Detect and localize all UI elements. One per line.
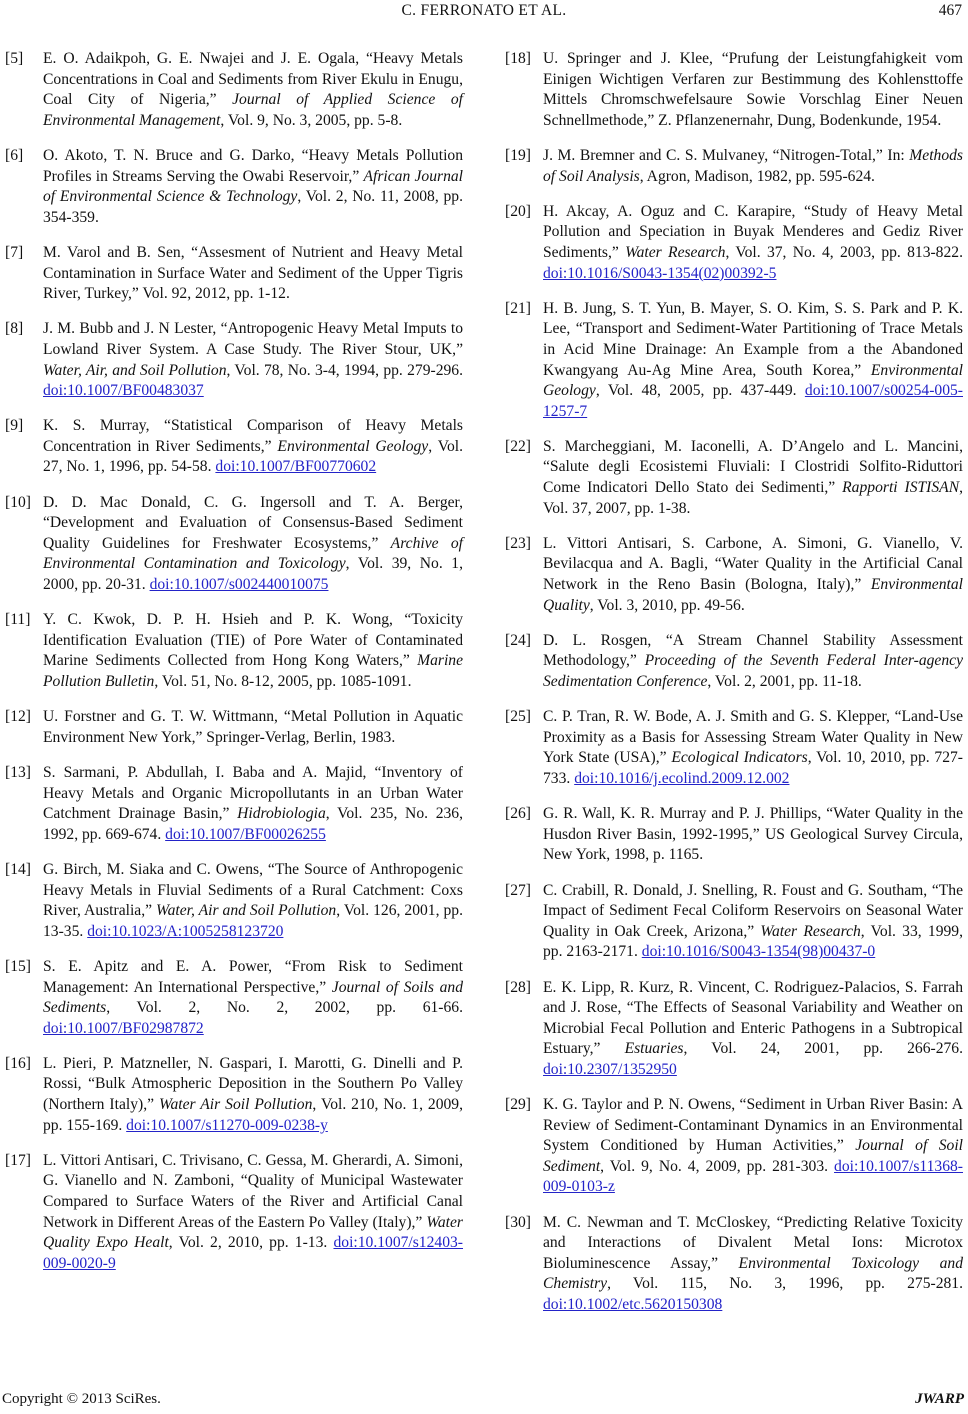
reference-text: G. R. Wall, K. R. Murray and P. J. Phillips, “Water Quality in the Husdon River Basin, 1992-1995,” US Geological Survey Circula, New York, 1998, p. 1165. [543, 805, 963, 864]
reference-number: [22] [505, 437, 531, 455]
reference-details: , Vol. 24, 2001, pp. 266-276. [683, 1040, 963, 1058]
reference-text: J. M. Bremner and C. S. Mulvaney, “Nitrogen-Total,” In: [543, 146, 910, 164]
reference-source: Water Research [760, 922, 861, 940]
reference-details: , Vol. 2, 2010, pp. 1-13. [168, 1234, 334, 1252]
footer-copyright: Copyright © 2013 SciRes. [2, 1391, 161, 1407]
reference-source: Water, Air, and Soil Pollution [43, 361, 227, 379]
reference-number: [17] [5, 1151, 31, 1169]
reference-text: G. Birch, M. Siaka and C. Owens, “The Source of Anthropogenic Heavy Metals in Fluvial Sediments of a Rural Catchment: Coxs River, Australia,” [43, 860, 463, 920]
reference-entry [5, 610, 463, 692]
reference-number: [11] [5, 611, 31, 629]
doi-link[interactable]: doi:10.1016/S0043-1354(02)00392-5 [543, 264, 777, 282]
reference-text: D. D. Mac Donald, C. G. Ingersoll and T. A. Berger, “Development and Evaluation of Consensus-Based Sediment Quality Guidelines for Freshwater Ecosystems,” [43, 493, 463, 552]
reference-entry [505, 804, 963, 866]
reference-column-right [505, 49, 963, 1330]
reference-text: D. L. Rosgen, “A Stream Channel Stability Assessment Methodology,” [543, 631, 963, 670]
reference-source: Archive of Environmental Contamination and Toxicology [43, 534, 463, 573]
reference-details: , Vol. 37, 2007, pp. 1-38. [543, 479, 963, 517]
reference-text: C. P. Tran, R. W. Bode, A. J. Smith and G. S. Klepper, “Land-Use Proximity as a Basis for Assessing Stream Water Quality in New York State (USA),” [543, 708, 963, 767]
reference-entry [505, 299, 963, 423]
reference-entry [505, 707, 963, 789]
reference-source: Journal of Applied Science of Environmental Management [43, 91, 463, 129]
doi-link[interactable]: doi:10.1002/etc.5620150308 [543, 1296, 723, 1313]
reference-text: S. Sarmani, P. Abdullah, I. Baba and A. Majid, “Inventory of Heavy Metals and Organic Micropollutants in an Urban Water Catchment Drainage Basin,” [43, 763, 463, 823]
reference-text: Y. C. Kwok, D. P. H. Hsieh and P. K. Wong, “Toxicity Identification Evaluation (TIE) of Pore Water of Contaminated Marine Sediments Collected from Hong Kong Waters,” [43, 611, 463, 670]
running-header: C. FERRONATO ET AL. [401, 2, 567, 19]
doi-link[interactable]: doi:10.1023/A:1005258123720 [87, 922, 284, 940]
reference-source: Proceeding of the Seventh Federal Inter-agency Sedimentation Conference [543, 652, 963, 690]
reference-source: Rapporti ISTISAN [842, 479, 960, 497]
reference-text: H. Akcay, A. Oguz and C. Karapire, “Study of Heavy Metal Pollution and Speciation in Buyak Menderes and Gediz River Sediments,” [543, 202, 963, 261]
reference-details: , Vol. 48, 2005, pp. 437-449. [595, 382, 805, 400]
reference-number: [21] [505, 299, 531, 317]
reference-number: [7] [5, 243, 24, 261]
reference-number: [5] [5, 50, 24, 67]
reference-number: [12] [5, 708, 31, 726]
reference-entry [505, 1213, 963, 1316]
reference-details: , Vol. 51, No. 8-12, 2005, pp. 1085-1091. [154, 673, 412, 690]
reference-details: , Vol. 126, 2001, pp. 13-35. [43, 902, 463, 940]
doi-link[interactable]: doi:10.1007/BF02987872 [43, 1019, 204, 1037]
doi-link[interactable]: doi:10.1007/BF00026255 [165, 825, 326, 843]
doi-link[interactable]: doi:10.1007/BF00770602 [215, 458, 377, 476]
reference-entry [5, 49, 463, 131]
footer-journal: JWARP [915, 1391, 964, 1407]
reference-source: Environmental Geology [543, 361, 963, 400]
reference-text: L. Pieri, P. Matzneller, N. Gaspari, I. Marotti, G. Dinelli and P. Rossi, “Bulk Atmospheric Deposition in the Southern Po Valley (Northern Italy),” [43, 1054, 463, 1114]
reference-number: [23] [505, 534, 531, 552]
reference-text: H. B. Jung, S. T. Yun, B. Mayer, S. O. Kim, S. S. Park and P. K. Lee, “Transport and Sediment-Water Partitioning of Trace Metals in Acid Mine Drainage: An Example from a the Abandoned Kwangyang Au-Ag Mine Area, South Korea,” [543, 299, 963, 379]
reference-details: , Vol. 2, 2001, pp. 11-18. [707, 673, 862, 690]
reference-details: , Vol. 2, No. 2, 2002, pp. 61-66. [106, 999, 463, 1017]
reference-source: Water Quality Expo Healt [43, 1213, 463, 1252]
reference-source: Journal of Soils and Sediments [43, 978, 463, 1017]
reference-details: , Vol. 37, No. 4, 2003, pp. 813-822. [725, 243, 963, 261]
reference-source: Water Research [625, 243, 726, 261]
reference-source: Environmental Toxicology and Chemistry [543, 1254, 963, 1293]
reference-number: [25] [505, 708, 531, 726]
reference-text: M. Varol and B. Sen, “Assesment of Nutrient and Heavy Metal Contamination in Surface Water and Sediment of the Upper Tigris River, Turkey,” Vol. 92, 2012, pp. 1-12. [43, 243, 463, 303]
reference-number: [9] [5, 417, 24, 435]
reference-entry [505, 631, 963, 693]
reference-details: , Vol. 235, No. 236, 1992, pp. 669-674. [43, 805, 463, 843]
doi-link[interactable]: doi:10.1007/BF00483037 [43, 382, 204, 400]
reference-source: Estuaries [624, 1040, 684, 1058]
doi-link[interactable]: doi:10.2307/1352950 [543, 1060, 677, 1078]
reference-number: [6] [5, 146, 24, 164]
reference-number: [29] [505, 1096, 531, 1114]
reference-source: Hidrobiologia [237, 805, 326, 823]
reference-number: [27] [505, 881, 531, 899]
reference-number: [15] [5, 957, 31, 975]
reference-entry [5, 1151, 463, 1275]
reference-entry [5, 416, 463, 478]
doi-link[interactable]: doi:10.1016/j.ecolind.2009.12.002 [574, 769, 790, 787]
reference-details: , Vol. 27, No. 1, 1996, pp. 54-58. [43, 437, 464, 476]
reference-number: [20] [505, 202, 531, 220]
reference-entry [505, 437, 963, 519]
reference-details: , Vol. 78, No. 3-4, 1994, pp. 279-296. [226, 361, 463, 379]
reference-details: , Vol. 3, 2010, pp. 49-56. [589, 596, 745, 614]
reference-source: Methods of Soil Analysis [543, 146, 963, 185]
reference-entry [5, 319, 463, 401]
doi-link[interactable]: doi:10.1007/s12403-009-0020-9 [43, 1234, 463, 1272]
reference-source: Environmental Quality [543, 576, 963, 614]
reference-entry [505, 202, 963, 284]
reference-details: , Vol. 10, 2010, pp. 727-733. [543, 749, 963, 787]
reference-entry [5, 493, 463, 596]
reference-text: M. C. Newman and T. McCloskey, “Predicting Relative Toxicity and Interactions of Divalent Metal Ions: Microtox Bioluminescence Assay,” [543, 1213, 963, 1272]
reference-text: C. Crabill, R. Donald, J. Snelling, R. Foust and G. Southam, “The Impact of Sediment Fecal Coliform Reservoirs on Seasonal Water Quality in Oak Creek, Arizona,” [543, 881, 963, 940]
reference-number: [10] [5, 493, 31, 511]
reference-entry [5, 146, 463, 228]
reference-details: , Agron, Madison, 1982, pp. 595-624. [639, 167, 875, 185]
reference-text: J. M. Bubb and J. N Lester, “Antropogenic Heavy Metal Imputs to Lowland River System. A Case Study. The River Stour, UK,” [43, 320, 463, 358]
reference-entry [505, 49, 963, 131]
reference-source: Journal of Soil Sediment [543, 1137, 963, 1175]
doi-link[interactable]: doi:10.1007/s002440010075 [149, 576, 329, 594]
reference-entry [505, 881, 963, 963]
reference-entry [505, 1095, 963, 1198]
reference-details: , Vol. 115, No. 3, 1996, pp. 275-281. [607, 1275, 963, 1293]
doi-link[interactable]: doi:10.1016/S0043-1354(98)00437-0 [641, 943, 876, 961]
reference-source: Marine Pollution Bulletin [43, 652, 463, 690]
reference-number: [14] [5, 860, 31, 878]
reference-entry [5, 763, 463, 845]
reference-text: L. Vittori Antisari, S. Carbone, A. Simoni, G. Vianello, V. Bevilacqua and A. Bagli, “Water Quality in the Artificial Canal Network in the Reno Basin (Bologna, Italy),” [543, 534, 963, 594]
reference-entry [505, 534, 963, 616]
reference-text: K. G. Taylor and P. N. Owens, “Sediment in Urban River Basin: A Review of Sediment-Contaminant Dynamics in an Environmental System Conditioned by Human Activities,” [543, 1096, 963, 1155]
reference-number: [18] [505, 50, 531, 67]
reference-source: Water Air Soil Pollution [158, 1096, 313, 1114]
doi-link[interactable]: doi:10.1007/s00254-005-1257-7 [543, 382, 963, 420]
reference-number: [13] [5, 763, 31, 781]
reference-entry [505, 146, 963, 187]
doi-link[interactable]: doi:10.1007/s11368-009-0103-z [543, 1157, 963, 1196]
reference-text: E. K. Lipp, R. Kurz, R. Vincent, C. Rodriguez-Palacios, S. Farrah and J. Rose, “The Effects of Seasonal Variability and Weather on Microbial Fecal Pollution and Enteric Pathogens in a Subtropical Estuary,” [543, 978, 963, 1058]
reference-number: [28] [505, 978, 531, 996]
reference-number: [19] [505, 146, 531, 164]
reference-details: , Vol. 2, No. 11, 2008, pp. 354-359. [43, 188, 463, 226]
reference-details: , Vol. 39, No. 1, 2000, pp. 20-31. [43, 555, 463, 594]
reference-entry [5, 957, 463, 1039]
reference-text: S. E. Apitz and E. A. Power, “From Risk to Sediment Management: An International Perspective,” [43, 957, 463, 996]
reference-source: Ecological Indicators [671, 749, 808, 767]
reference-source: Water, Air and Soil Pollution [156, 902, 337, 920]
reference-column-left [5, 49, 463, 1289]
reference-number: [24] [505, 631, 531, 649]
reference-details: , Vol. 210, No. 1, 2009, pp. 155-169. [43, 1096, 463, 1134]
reference-text: E. O. Adaikpoh, G. E. Nwajei and J. E. Ogala, “Heavy Metals Concentrations in Coal and Sediments from River Ekulu in Enugu, Coal City of Nigeria,” [43, 50, 463, 109]
doi-link[interactable]: doi:10.1007/s11270-009-0238-y [126, 1116, 328, 1134]
reference-source: African Journal of Environmental Science & Technology [43, 167, 464, 206]
reference-entry [5, 1054, 463, 1136]
reference-number: [8] [5, 320, 24, 338]
reference-text: K. S. Murray, “Statistical Comparison of Heavy Metals Concentration in River Sediments,” [43, 417, 463, 455]
reference-entry [5, 243, 463, 305]
reference-text: L. Vittori Antisari, C. Trivisano, C. Gessa, M. Gherardi, A. Simoni, G. Vianello and N. Zamboni, “Quality of Municipal Wastewater Compared to Surface Waters of the River and Artificial Canal Network in Different Areas of the Eastern Po Valley (Italy),” [43, 1151, 463, 1231]
reference-text: O. Akoto, T. N. Bruce and G. Darko, “Heavy Metals Pollution Profiles in Streams Serving the Owabi Reservoir,” [43, 146, 463, 185]
reference-details: , Vol. 9, No. 4, 2009, pp. 281-303. [600, 1157, 835, 1175]
reference-entry [505, 978, 963, 1081]
reference-number: [30] [505, 1213, 531, 1231]
reference-source: Environmental Geology [277, 437, 429, 455]
page-number: 467 [938, 2, 962, 19]
reference-entry [5, 707, 463, 748]
reference-text: U. Springer and J. Klee, “Prufung der Leistungfahigkeit vom Einigen Wichtigen Verfaren zur Bestimmung des Kohlensttoffe Mittels Chromschwefelsaure Sowie Vorschlag Einer Neuen Schnellmethode,” Z. Pflanzenernahr, Dung, Bodenkunde, 1954. [543, 50, 963, 129]
reference-number: [26] [505, 805, 531, 823]
reference-text: U. Forstner and G. T. W. Wittmann, “Metal Pollution in Aquatic Environment New York,” Springer-Verlag, Berlin, 1983. [43, 708, 463, 746]
reference-number: [16] [5, 1054, 31, 1072]
reference-text: S. Marcheggiani, M. Iaconelli, A. D’Angelo and L. Mancini, “Salute degli Ecosistemi Fluviali: I Clostridi Solfito-Riduttori Come Indicatori Dello Stato dei Sedimenti,” [543, 437, 963, 497]
reference-details: , Vol. 9, No. 3, 2005, pp. 5-8. [220, 111, 403, 129]
reference-details: , Vol. 33, 1999, pp. 2163-2171. [543, 922, 963, 961]
reference-entry [5, 860, 463, 942]
